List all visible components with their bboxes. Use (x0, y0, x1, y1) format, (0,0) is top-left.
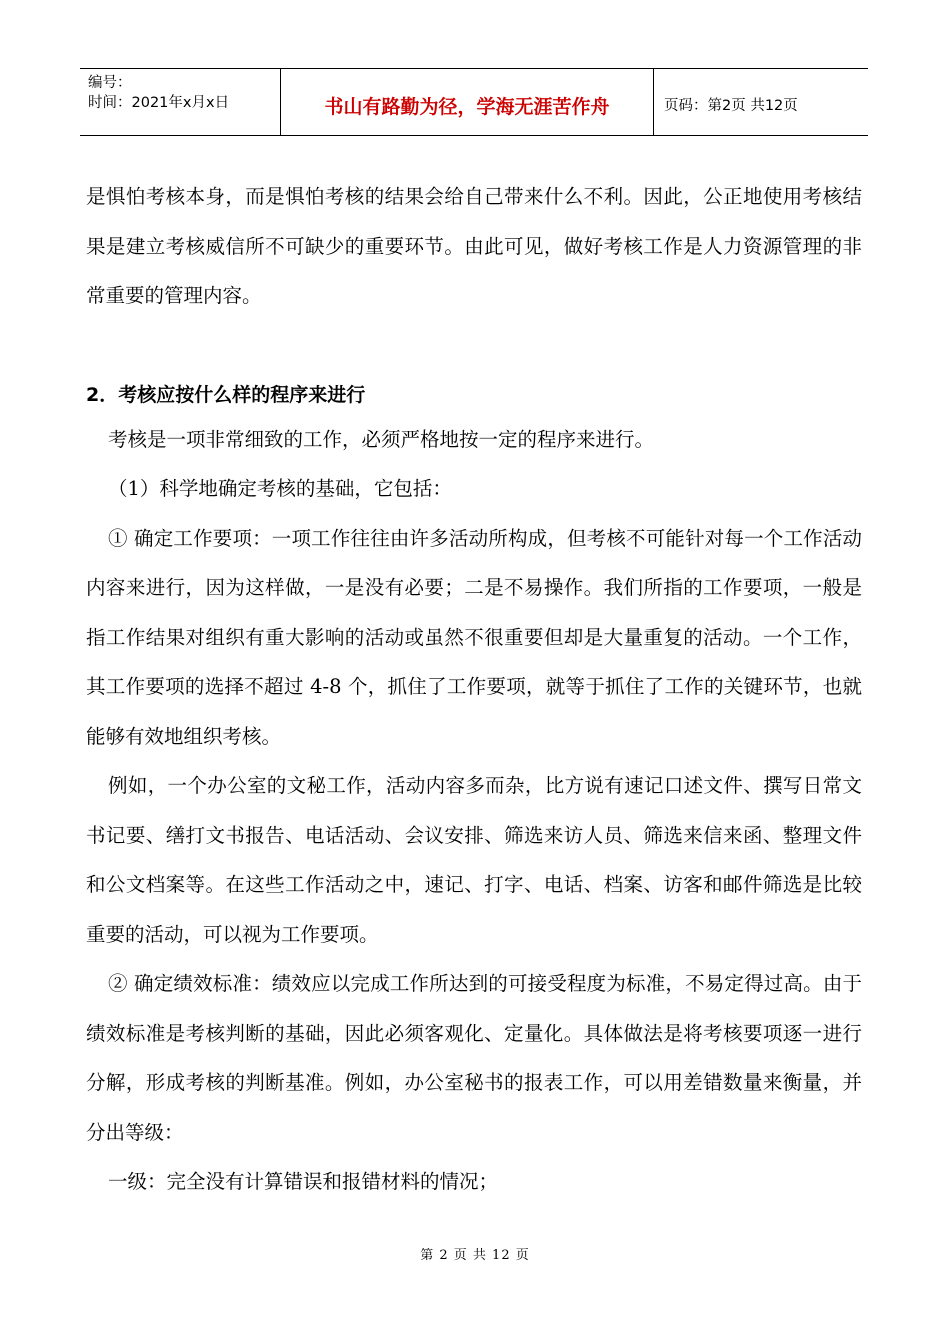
page-header (80, 68, 868, 136)
document-number-label: 编号： (88, 75, 132, 91)
header-page-code: 页码：第2页 共12页 (664, 97, 798, 114)
paragraph-example: 例如，一个办公室的文秘工作，活动内容多而杂，比方说有速记口述文件、撰写日常文书记要、缮打文书报告、电话活动、会议安排、筛选来访人员、筛选来信来函、整理文件和公文档案等。在这些工作活动之中，速记、打字、电话、档案、访客和邮件筛选是比较重要的活动，可以视为工作要项。 (86, 774, 862, 946)
section-heading: 2．考核应按什么样的程序来进行 (86, 383, 366, 406)
paragraph-standards: ② 确定绩效标准：绩效应以完成工作所达到的可接受程度为标准，不易定得过高。由于绩效标准是考核判断的基础，因此必须客观化、定量化。具体做法是将考核要项逐一进行分解，形成考核的判断基准。例如，办公室秘书的报表工作，可以用差错数量来衡量，并分出等级： (86, 972, 862, 1144)
paragraph-subheading: （1）科学地确定考核的基础，它包括： (108, 477, 452, 500)
page-footer: 第 2 页 共 12 页 (420, 1248, 530, 1263)
document-date: 时间：2021年x月x日 (88, 95, 230, 111)
paragraph-gap (86, 321, 862, 375)
paragraph-continuation: 是惧怕考核本身，而是惧怕考核的结果会给自己带来什么不利。因此，公正地使用考核结果是建立考核威信所不可缺少的重要环节。由此可见，做好考核工作是人力资源管理的非常重要的管理内容。 (86, 185, 862, 307)
document-body (86, 172, 862, 1207)
header-motto: 书山有路勤为径，学海无涯苦作舟 (281, 69, 654, 135)
paragraph-level-one: 一级：完全没有计算错误和报错材料的情况； (108, 1170, 499, 1193)
paragraph-intro: 考核是一项非常细致的工作，必须严格地按一定的程序来进行。 (108, 427, 655, 451)
header-meta (80, 69, 281, 135)
paragraph-work-items: ① 确定工作要项：一项工作往往由许多活动所构成，但考核不可能针对每一个工作活动内容来进行，因为这样做，一是没有必要；二是不易操作。我们所指的工作要项，一般是指工作结果对组织有重大影响的活动或虽然不很重要但却是大量重复的活动。一个工作，其工作要项的选择不超过 4-8 个，抓住了工作要项，就等于抓住了工作的关键环节，也就能够有效地组织考核。 (86, 526, 862, 748)
